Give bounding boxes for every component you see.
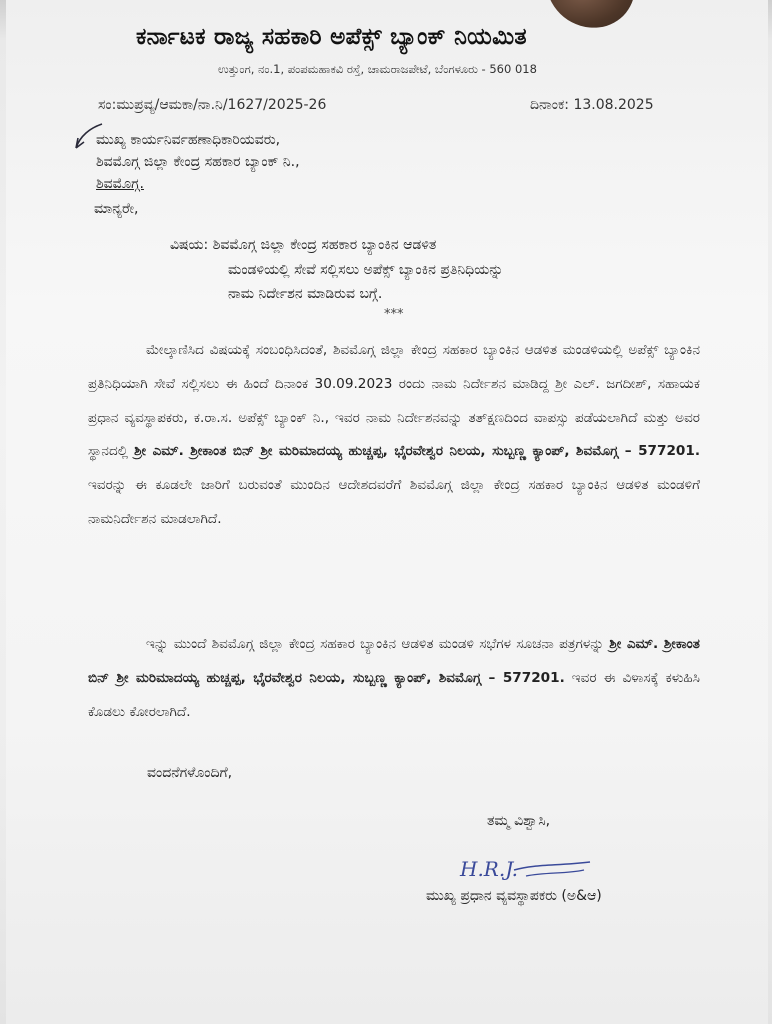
signature bbox=[456, 854, 596, 888]
letter-date bbox=[530, 97, 654, 113]
subject-separator: *** bbox=[384, 307, 404, 322]
closing-greeting: ವಂದನೆಗಳೊಂದಿಗೆ, bbox=[147, 765, 233, 781]
signatory-designation: ಮುಖ್ಯ ಪ್ರಧಾನ ವ್ಯವಸ್ಥಾಪಕರು (ಅ&ಆ) bbox=[426, 888, 602, 904]
letterhead-address: ಉತ್ತುಂಗ, ನಂ.1, ಪಂಪಮಹಾಕವಿ ರಸ್ತೆ, ಚಾಮರಾಜಪೇಟೆ, ಬೆಂಗಳೂರು - 560 018 bbox=[218, 62, 537, 76]
letterhead-title: ಕರ್ನಾಟಕ ರಾಜ್ಯ ಸಹಕಾರಿ ಅಪೆಕ್ಸ್ ಬ್ಯಾಂಕ್ ನಿಯಮಿತ bbox=[136, 24, 527, 50]
recipient-line-3: ಶಿವಮೊಗ್ಗ. bbox=[96, 176, 144, 192]
recipient-line-1: ಮುಖ್ಯ ಕಾರ್ಯನಿರ್ವಹಣಾಧಿಕಾರಿಯವರು, bbox=[96, 132, 281, 148]
paragraph-1-nominee-address: ಶ್ರೀ ಎಮ್. ಶ್ರೀಕಾಂತ ಬಿನ್ ಶ್ರೀ ಮರಿಮಾದಯ್ಯ ಹುಚ್ಚಪ್ಪ, ಭೈರವೇಶ್ವರ ನಿಲಯ, ಸುಬ್ಬಣ್ಣ ಕ್ಯಾಂಪ್, ಶಿವಮೊಗ್ಗ – 577201. bbox=[134, 443, 701, 460]
paragraph-1-text-a: ಮೇಲ್ಕಾಣಿಸಿದ ವಿಷಯಕ್ಕೆ ಸಂಬಂಧಿಸಿದಂತೆ, ಶಿವಮೊಗ್ಗ ಜಿಲ್ಲಾ ಕೇಂದ್ರ ಸಹಕಾರ ಬ್ಯಾಂಕಿನ ಆಡಳಿತ ಮಂಡಳಿಯಲ್ಲಿ ಅಪೆಕ್ಸ್ ಬ್ಯಾಂಕಿನ ಪ್ರತಿನಿಧಿಯಾಗಿ ಸೇವೆ ಸಲ್ಲಿಸಲು ಈ ಹಿಂದೆ ದಿನಾಂಕ 30.09.2023 ರಂದು ನಾಮ ನಿರ್ದೇಶನ ಮಾಡಿದ್ದ ಶ್ರೀ ಎಲ್. ಜಗದೀಶ್, ಸಹಾಯಕ ಪ್ರಧಾನ ವ್ಯವಸ್ಥಾಪಕರು, ಕ.ರಾ.ಸ. ಅಪೆಕ್ಸ್ ಬ್ಯಾಂಕ್ ನಿ., ಇವರ ನಾಮ ನಿರ್ದೇಶನವನ್ನು ತತ್‌ಕ್ಷಣದಿಂದ ವಾಪಸ್ಸು ಪಡೆಯಲಾಗಿದೆ ಮತ್ತು ಅವರ ಸ್ಥಾನದಲ್ಲಿ bbox=[88, 342, 700, 460]
body-paragraph-2 bbox=[88, 628, 700, 729]
date-value: 13.08.2025 bbox=[573, 97, 654, 113]
salutation: ಮಾನ್ಯರೇ, bbox=[94, 201, 139, 217]
signature-text: H.R.J. bbox=[460, 857, 519, 881]
subject-line-1: ವಿಷಯ: ಶಿವಮೊಗ್ಗ ಜಿಲ್ಲಾ ಕೇಂದ್ರ ಸಹಕಾರ ಬ್ಯಾಂಕಿನ ಆಡಳಿತ bbox=[170, 237, 437, 253]
paragraph-2-text-a: ಇನ್ನು ಮುಂದೆ ಶಿವಮೊಗ್ಗ ಜಿಲ್ಲಾ ಕೇಂದ್ರ ಸಹಕಾರ ಬ್ಯಾಂಕಿನ ಆಡಳಿತ ಮಂಡಳಿ ಸಭೆಗಳ ಸೂಚನಾ ಪತ್ರಗಳನ್ನು bbox=[146, 636, 610, 652]
subject-line-2: ಮಂಡಳಿಯಲ್ಲಿ ಸೇವೆ ಸಲ್ಲಿಸಲು ಅಪೆಕ್ಸ್ ಬ್ಯಾಂಕಿನ ಪ್ರತಿನಿಧಿಯನ್ನು bbox=[228, 262, 504, 278]
date-label: ದಿನಾಂಕ: bbox=[530, 97, 569, 113]
paragraph-2-nominee-address: ಶ್ರೀ ಎಮ್. ಶ್ರೀಕಾಂತ ಬಿನ್ ಶ್ರೀ ಮರಿಮಾದಯ್ಯ ಹುಚ್ಚಪ್ಪ, ಭೈರವೇಶ್ವರ ನಿಲಯ, ಸುಬ್ಬಣ್ಣ ಕ್ಯಾಂಪ್, ಶಿವಮೊಗ್ಗ – 577201. bbox=[88, 636, 700, 686]
paragraph-2-text-c: ಇವರ ಈ ವಿಳಾಸಕ್ಕೆ ಕಳುಹಿಸಿ ಕೊಡಲು ಕೋರಲಾಗಿದೆ. bbox=[88, 669, 700, 720]
body-paragraph-1 bbox=[88, 334, 700, 537]
reference-number: ಸಂ:ಮುಪ್ರವ್ಯ/ಆಮಕಾ/ನಾ.ನಿ/1627/2025-26 bbox=[98, 97, 327, 113]
subject-line-3: ನಾಮ ನಿರ್ದೇಶನ ಮಾಡಿರುವ ಬಗ್ಗೆ. bbox=[228, 286, 383, 302]
yours-faithfully: ತಮ್ಮ ವಿಶ್ವಾಸಿ, bbox=[487, 813, 551, 829]
recipient-line-2: ಶಿವಮೊಗ್ಗ ಜಿಲ್ಲಾ ಕೇಂದ್ರ ಸಹಕಾರ ಬ್ಯಾಂಕ್ ನಿ., bbox=[96, 154, 300, 170]
paragraph-1-text-c: ಇವರನ್ನು ಈ ಕೂಡಲೇ ಜಾರಿಗೆ ಬರುವಂತೆ ಮುಂದಿನ ಆದೇಶದವರೆಗೆ ಶಿವಮೊಗ್ಗ ಜಿಲ್ಲಾ ಕೇಂದ್ರ ಸಹಕಾರ ಬ್ಯಾಂಕಿನ ಆಡಳಿತ ಮಂಡಳಿಗೆ ನಾಮನಿರ್ದೇಶನ ಮಾಡಲಾಗಿದೆ. bbox=[88, 477, 700, 527]
